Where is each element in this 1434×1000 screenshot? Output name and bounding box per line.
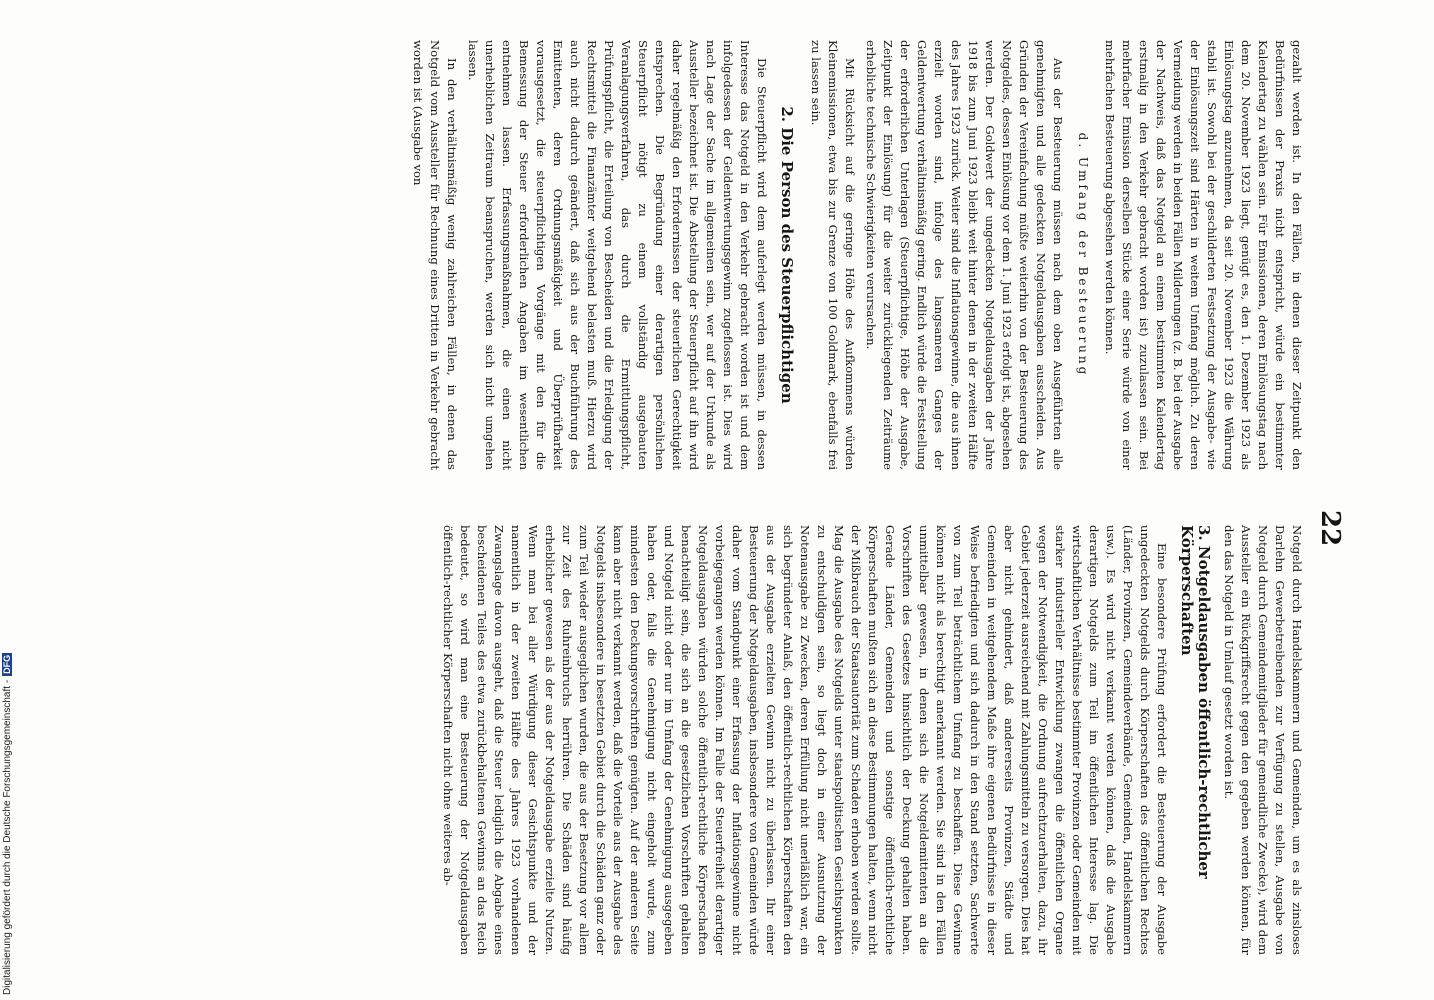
- right-column: [435, 525, 1305, 955]
- left-paragraph-1: gezahlt werden ist. In den Fällen, in denen dieser Zeitpunkt den Bedürfnissen der Praxis nicht entspricht, würde ein bestimmter Kalendertag zu wählen sein. Für Emissionen, deren Einlösungstag nach dem 20. November 1923 liegt, genügt es, den 1. Dezember 1923 als Einlösungstag anzunehmen, da seit 20. November 1923 die Währung stabil ist. Sowohl bei der geschilderten Festsetzung der Ausgabe- wie der Einlösungszeit sind Härten in weitem Umfang möglich. Zu deren Vermeidung werden in beiden Fällen Milderungen (z. B. bei der Ausgabe der Nachweis, daß das Notgeld an einem bestimmten Kalendertag erstmalig in den Verkehr gebracht worden ist) zuzulassen sein. Bei mehrfacher Emission derselben Stücke einer Serie würde von einer mehrfachen Besteuerung abgesehen werden können.: [1103, 40, 1304, 470]
- credit-text: Digitalisierung gefördert durch die Deutsche Forschungsgemeinschaft -: [2, 679, 13, 995]
- right-paragraph-1: Notgeld durch Handelskammern und Gemeinden, um es als zinsloses Darlehn Gewerbetreibenden zur Verfügung zu stellen, Ausgabe von Notgeld durch Gemeindemitglieder für gemeindliche Zwecke), wird dem Aussteller ein Rückgriffsrecht gegen den gegeben werden können, für den das Notgeld in Umlauf gesetzt worden ist.: [1222, 525, 1304, 955]
- left-column: [405, 40, 1305, 470]
- page-number: 22: [1315, 510, 1345, 547]
- right-paragraph-2: Eine besondere Prüfung erfordert die Besteuerung der Ausgabe ungedeckten Notgelds durch Körperschaften des öffentlichen Rechtes (Länder, Provinzen, Gemeindeverbände, Gemeinden, Handelskammern usw.). Es wird nicht verkannt werden können, daß die Ausgabe derartigen Notgelds zum Teil im öffentlichen Interesse lag. Die wirtschaftlichen Verhältnisse bestimmter Provinzen oder Gemeinden mit starker industrieller Entwicklung zwangen die öffentlichen Organe wegen der Notwendigkeit, die Ordnung aufrechtzuerhalten, dazu, ihr Gebiet jederzeit ausreichend mit Zahlungsmitteln zu versorgen. Dies hat aber nicht gehindert, daß andererseits Provinzen, Städte und Gemeinden in weitgehendem Maße ihre eigenen Bedürfnisse in dieser Weise befriedigten und sich dadurch in den Stand setzten, Sachwerte von zum Teil beträchtlichem Umfang zu beschaffen. Diese Gewinne können nicht als berechtigt anerkannt werden. Sie sind in den Fällen unmittelbar gewesen, in denen sich die Notgeldemittenten an die Vorschriften des Gesetzes hinsichtlich der Deckung gehalten haben. Gerade Länder, Gemeinden und sonstige öffentlich-rechtliche Körperschaften mußten sich an diese Bestimmungen halten, wenn nicht der Mißbrauch der Staatsautorität zum Schaden erhoben werden sollte. Mag die Ausgabe des Notgelds unter staatspolitischen Gesichtspunkten zu entschuldigen sein, so liegt doch in einer Ausnutzung der Notenausgabe zu Zwecken, deren Erfüllung nicht unerläßlich war, ein sich begründeter Anlaß, den öffentlich-rechtlichen Körperschaften den aus der Ausgabe erzielten Gewinn nicht zu überlassen. Ihr einer Besteuerung der Notgeldausgaben, insbesondere von Gemeinden würde daher vom Standpunkt einer Erfassung der Inflationsgewinne nicht vorbeigegangen werden können. Im Falle der Steuerfreiheit derartiger Notgeldausgaben würden solche öffentlich-rechtliche Körperschaften benachteiligt sein, die sich an die gesetzlichen Vorschriften gehalten und Notgeld nicht oder nur im Umfang der Genehmigung ausgegeben haben oder, falls die Genehmigung nicht eingeholt wurde, zum mindesten den Deckungsvorschriften genügten. Auf der anderen Seite kann aber nicht verkannt werden, daß die Vorteile aus der Ausgabe des Notgelds insbesondere in besetzten Gebiet durch die Schäden ganz oder zum Teil wieder ausgeglichen wurden, die aus der Besetzung vor allem zur Zeit des Ruhreinbruchs herrühren. Die Schäden sind häufig erheblicher gewesen als der aus der Notgeldausgabe erzielte Nutzen. Wenn man bei aller Würdigung dieser Gesichtspunkte und der namentlich in der zweiten Hälfte des Jahres 1923 vorhandenen Zwangslage davon ausgeht, daß die Steuer lediglich die Abgabe eines bescheidenen Teiles des etwa zurückbehaltenen Gewinns an das Reich bedeutet, so wird man eine Besteuerung der Notgeldausgaben öffentlich-rechtlicher Körperschaften nicht ohne weiteres ab-: [441, 525, 1169, 955]
- subheading-umfang: d. Umfang der Besteuerung: [1076, 132, 1090, 378]
- rotated-text-block: [235, 40, 1345, 980]
- left-paragraph-3: Mit Rücksicht auf die geringe Höhe des Aufkommens würden Kleinemissionen, etwa bis zur Grenze von 100 Goldmark, ebenfalls frei zu lassen sein.: [809, 40, 857, 470]
- section-heading-2: 2. Die Person des Steuerpflichtigen: [778, 106, 796, 404]
- dfg-logo: DFG: [2, 654, 12, 674]
- left-paragraph-5: In den verhältnismäßig wenig zahlreichen Fällen, in denen das Notgeld vom Aussteller für Rechnung eines Dritten in Verkehr gebracht worden ist (Ausgabe von: [411, 40, 459, 470]
- digitization-credit: [2, 653, 13, 995]
- section-heading-3: 3. Notgeldausgaben öffentlich-rechtlicher Körperschaften: [1178, 525, 1213, 879]
- left-paragraph-2: Aus der Besteuerung müssen nach dem oben Ausgeführten alle genehmigten und alle gedeckten Notgeldausgaben ausscheiden. Aus Gründen der Vereinfachung müßte weiterhin von der Besteuerung des Notgeldes, dessen Einlösung vor dem 1. Juni 1923 erfolgt ist, abgesehen werden. Der Goldwert der ungedeckten Notgeldausgaben der Jahre 1918 bis zum Juni 1923 bleibt weit hinter denen in der zweiten Hälfte des Jahres 1923 zurück. Weiter sind die Inflationsgewinne, die aus ihnen erzielt worden sind, infolge des langsameren Ganges der Geldentwertung verhältnismäßig gering. Endlich würde die Feststellung der erforderlichen Unterlagen (Steuerpflichtige, Höhe der Ausgabe, Zeitpunkt der Einlösung) für die weiter zurückliegenden Zeiträume erhebliche technische Schwierigkeiten verursachen.: [864, 40, 1065, 470]
- left-paragraph-4: Die Steuerpflicht wird dem auferlegt werden müssen, in dessen Interesse das Notgeld in den Verkehr gebracht worden ist und dem infolgedessen der Geldentwertungsgewinn zugeflossen ist. Dies wird nach Lage der Sache im allgemeinen sein, wer auf der Urkunde als Aussteller bezeichnet ist. Die Abstellung der Steuerpflicht auf ihn wird daher regelmäßig den Erfordernissen der steuerlichen Gerechtigkeit entsprechen. Die Begründung einer derartigen persönlichen Steuerpflicht nötigt zu einem vollständig ausgebauten Veranlagungsverfahren, das durch die Ermittlungspflicht, Prüfungspflicht, die Erteilung von Bescheiden und die Erledigung der Rechtsmittel die Finanzämter weitgehend belasten muß. Hierzu wird auch nicht dadurch geändert, daß sich aus der Buchführung des Emittenten, deren Ordnungsmäßigkeit und Überprüfbarkeit vorausgesetzt, die steuerpflichtigen Vorgänge mit den für die Bemessung der Steuer erforderlichen Angaben im wesentlichen entnehmen lassen. Erfassungsmaßnahmen, die einen nicht unerheblichen Zeitraum beanspruchen, werden sich nicht umgehen lassen.: [466, 40, 769, 470]
